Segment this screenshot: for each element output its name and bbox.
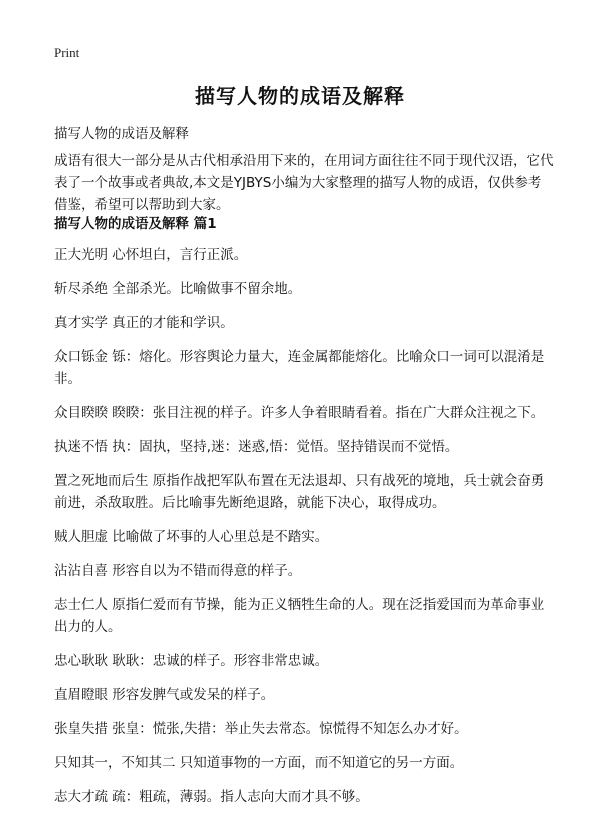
idiom-entry: 只知其一，不知其二 只知道事物的一方面，而不知道它的另一方面。 bbox=[54, 755, 464, 771]
idiom-entry: 志大才疏 疏：粗疏，薄弱。指人志向大而才具不够。 bbox=[54, 789, 369, 805]
idiom-entry: 真才实学 真正的才能和学识。 bbox=[54, 315, 234, 331]
idiom-entry: 置之死地而后生 原指作战把军队布置在无法退却、只有战死的境地，兵士就会奋勇前进，杀敌取胜。后比喻事先断绝退路，就能下决心，取得成功。 bbox=[54, 473, 545, 511]
idiom-entry: 贼人胆虚 比喻做了坏事的人心里总是不踏实。 bbox=[54, 529, 329, 545]
idiom-entry: 众目睽睽 睽睽：张目注视的样子。许多人争着眼睛看着。指在广大群众注视之下。 bbox=[54, 405, 545, 421]
idiom-entry: 忠心耿耿 耿耿：忠诚的样子。形容非常忠诚。 bbox=[54, 653, 329, 669]
idiom-entry: 众口铄金 铄：熔化。形容舆论力量大，连金属都能熔化。比喻众口一词可以混淆是非。 bbox=[54, 349, 545, 387]
idiom-list bbox=[54, 244, 554, 820]
idiom-entry: 张皇失措 张皇：慌张,失措：举止失去常态。惊慌得不知怎么办才好。 bbox=[54, 721, 468, 737]
idiom-entry: 正大光明 心怀坦白，言行正派。 bbox=[54, 247, 248, 263]
page-subtitle: 描写人物的成语及解释 bbox=[54, 126, 189, 142]
intro-paragraph: 成语有很大一部分是从古代相承沿用下来的，在用词方面往往不同于现代汉语，它代表了一个故事或者典故,本文是YJBYS小编为大家整理的描写人物的成语，仅供参考借鉴，希望可以帮助到大家。 bbox=[54, 153, 554, 213]
page-title: 描写人物的成语及解释 bbox=[195, 84, 405, 108]
idiom-entry: 志士仁人 原指仁爱而有节操，能为正义牺牲生命的人。现在泛指爱国而为革命事业出力的人。 bbox=[54, 597, 545, 635]
idiom-entry: 斩尽杀绝 全部杀光。比喻做事不留余地。 bbox=[54, 281, 302, 297]
idiom-entry: 执迷不悟 执：固执，坚持,迷：迷惑,悟：觉悟。坚持错误而不觉悟。 bbox=[54, 439, 459, 455]
print-link[interactable]: Print bbox=[54, 45, 80, 60]
idiom-entry: 沾沾自喜 形容自以为不错而得意的样子。 bbox=[54, 563, 302, 579]
idiom-entry: 直眉瞪眼 形容发脾气或发呆的样子。 bbox=[54, 687, 275, 703]
section-heading: 描写人物的成语及解释 篇1 bbox=[54, 216, 217, 232]
